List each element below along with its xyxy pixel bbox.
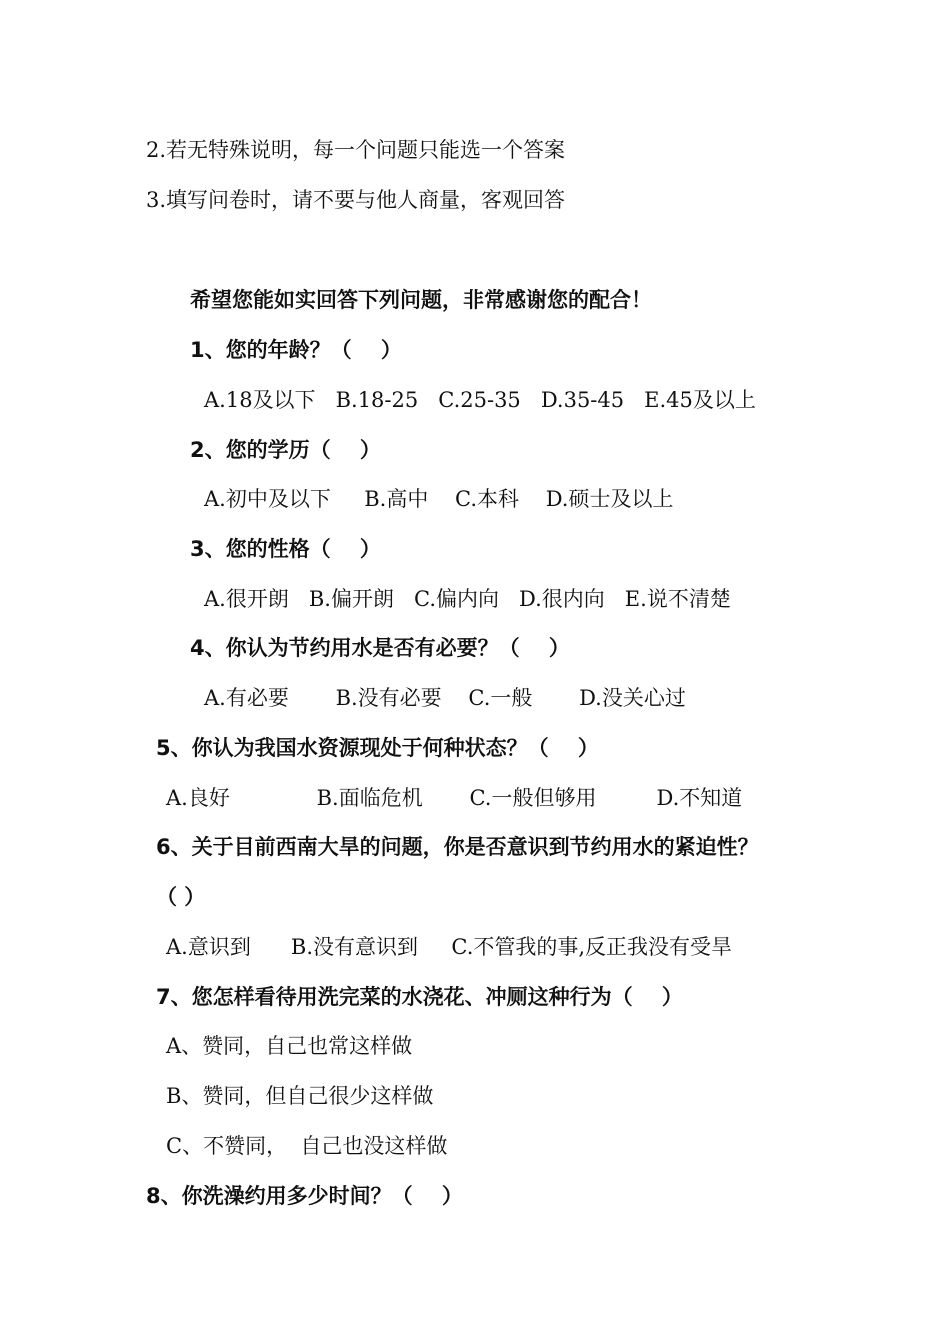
- question-4-options: A.有必要 B.没有必要 C.一般 D.没关心过: [204, 686, 686, 710]
- question-6-continued: （ ）: [156, 885, 206, 909]
- question-3: 3、您的性格（ ）: [190, 537, 381, 561]
- question-1-options: A.18及以下 B.18-25 C.25-35 D.35-45 E.45及以上: [204, 388, 756, 412]
- question-1: 1、您的年龄？（ ）: [190, 338, 402, 362]
- question-7-option-c: C、不赞同， 自己也没这样做: [166, 1134, 448, 1158]
- question-5: 5、你认为我国水资源现处于何种状态？（ ）: [156, 736, 599, 760]
- question-2: 2、您的学历（ ）: [190, 438, 381, 462]
- question-7: 7、您怎样看待用洗完菜的水浇花、冲厕这种行为（ ）: [156, 985, 683, 1009]
- instruction-line-3: 3.填写问卷时，请不要与他人商量，客观回答: [146, 188, 566, 212]
- question-6-options: A.意识到 B.没有意识到 C.不管我的事,反正我没有受旱: [166, 935, 733, 959]
- question-2-options: A.初中及以下 B.高中 C.本科 D.硕士及以上: [204, 487, 674, 511]
- instruction-line-2: 2.若无特殊说明，每一个问题只能选一个答案: [146, 138, 566, 162]
- question-7-option-b: B、赞同，但自己很少这样做: [166, 1084, 434, 1108]
- question-5-options: A.良好 B.面临危机 C.一般但够用 D.不知道: [166, 786, 743, 810]
- question-6: 6、关于目前西南大旱的问题，你是否意识到节约用水的紧迫性？: [156, 835, 759, 859]
- question-3-options: A.很开朗 B.偏开朗 C.偏内向 D.很内向 E.说不清楚: [204, 587, 731, 611]
- question-4: 4、你认为节约用水是否有必要？（ ）: [190, 636, 570, 660]
- question-7-option-a: A、赞同，自己也常这样做: [166, 1034, 413, 1058]
- question-8: 8、你洗澡约用多少时间？（ ）: [146, 1184, 463, 1208]
- intro-text: 希望您能如实回答下列问题，非常感谢您的配合！: [190, 288, 652, 312]
